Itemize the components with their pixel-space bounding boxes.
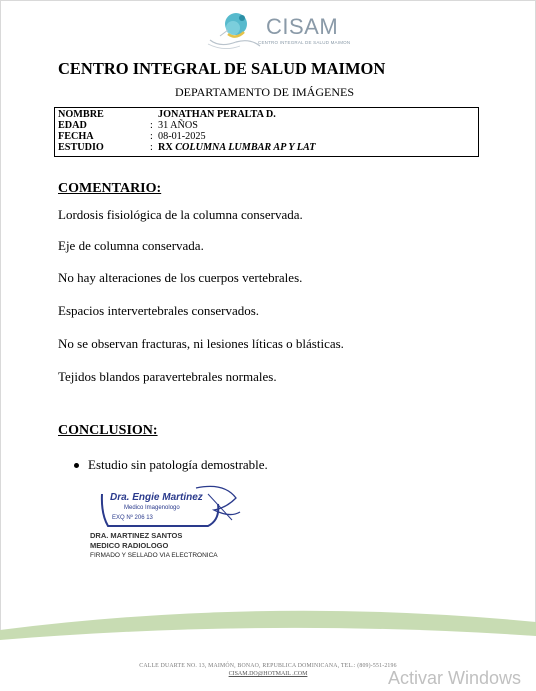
- info-row-name: [58, 109, 276, 120]
- info-label: FECHA: [58, 131, 94, 142]
- stamp-title: Medico Imagenologo: [124, 505, 180, 511]
- info-sep: :: [150, 120, 153, 131]
- doctor-name: DRA. MARTINEZ SANTOS: [90, 531, 183, 540]
- finding-item: No se observan fracturas, ni lesiones líticas o blásticas.: [58, 336, 344, 351]
- info-sep: :: [150, 131, 153, 142]
- finding-item: Eje de columna conservada.: [58, 238, 204, 253]
- activation-watermark: Activar Windows: [388, 668, 522, 688]
- study-prefix: RX: [158, 142, 173, 153]
- info-label: ESTUDIO: [58, 142, 104, 153]
- footer-address: CALLE DUARTE NO. 13, MAIMÓN, BONAO, REPUBLICA DOMINICANA, TEL.: (809)-551-2196: [139, 663, 397, 669]
- conclusion-item: [74, 457, 268, 473]
- signed-note: FIRMADO Y SELLADO VIA ELECTRONICA: [90, 552, 218, 559]
- study-date: 08-01-2025: [158, 131, 206, 142]
- finding-item: Tejidos blandos paravertebrales normales.: [58, 369, 277, 384]
- info-label: EDAD: [58, 120, 87, 131]
- logo-name: CISAM: [266, 14, 339, 39]
- patient-name: JONATHAN PERALTA D.: [158, 109, 276, 120]
- comment-title: COMENTARIO:: [58, 181, 162, 196]
- info-row-age: [58, 120, 198, 131]
- finding-item: Espacios intervertebrales conservados.: [58, 303, 260, 318]
- conclusion-text: Estudio sin patología demostrable.: [88, 457, 268, 472]
- info-label: NOMBRE: [58, 109, 104, 120]
- conclusion-title: CONCLUSION:: [58, 423, 158, 438]
- department-title: DEPARTAMENTO DE IMÁGENES: [175, 85, 354, 99]
- patient-age: 31 AÑOS: [158, 120, 198, 131]
- org-name: CENTRO INTEGRAL DE SALUD MAIMON: [58, 59, 386, 78]
- cisam-logo: [206, 8, 351, 54]
- footer-email[interactable]: CISAM.DO@HOTMAIL .COM: [228, 671, 308, 677]
- logo-subtitle: CENTRO INTEGRAL DE SALUD MAIMON: [258, 40, 351, 45]
- logo-emblem-icon: [206, 8, 266, 54]
- stamp-exq: EXQ Nº 206 13: [112, 515, 153, 521]
- bullet-icon: [74, 463, 79, 468]
- patient-info-box: [54, 107, 479, 157]
- doctor-block: [90, 531, 182, 551]
- finding-item: No hay alteraciones de los cuerpos vertebrales.: [58, 270, 303, 285]
- study-name: COLUMNA LUMBAR AP Y LAT: [175, 142, 316, 153]
- info-row-study: [58, 142, 315, 153]
- finding-item: Lordosis fisiológica de la columna conservada.: [58, 207, 303, 222]
- info-sep: :: [150, 142, 153, 153]
- info-row-date: [58, 131, 206, 142]
- doctor-title: MEDICO RADIOLOGO: [90, 541, 169, 550]
- stamp-name: Dra. Engie Martinez: [110, 492, 203, 503]
